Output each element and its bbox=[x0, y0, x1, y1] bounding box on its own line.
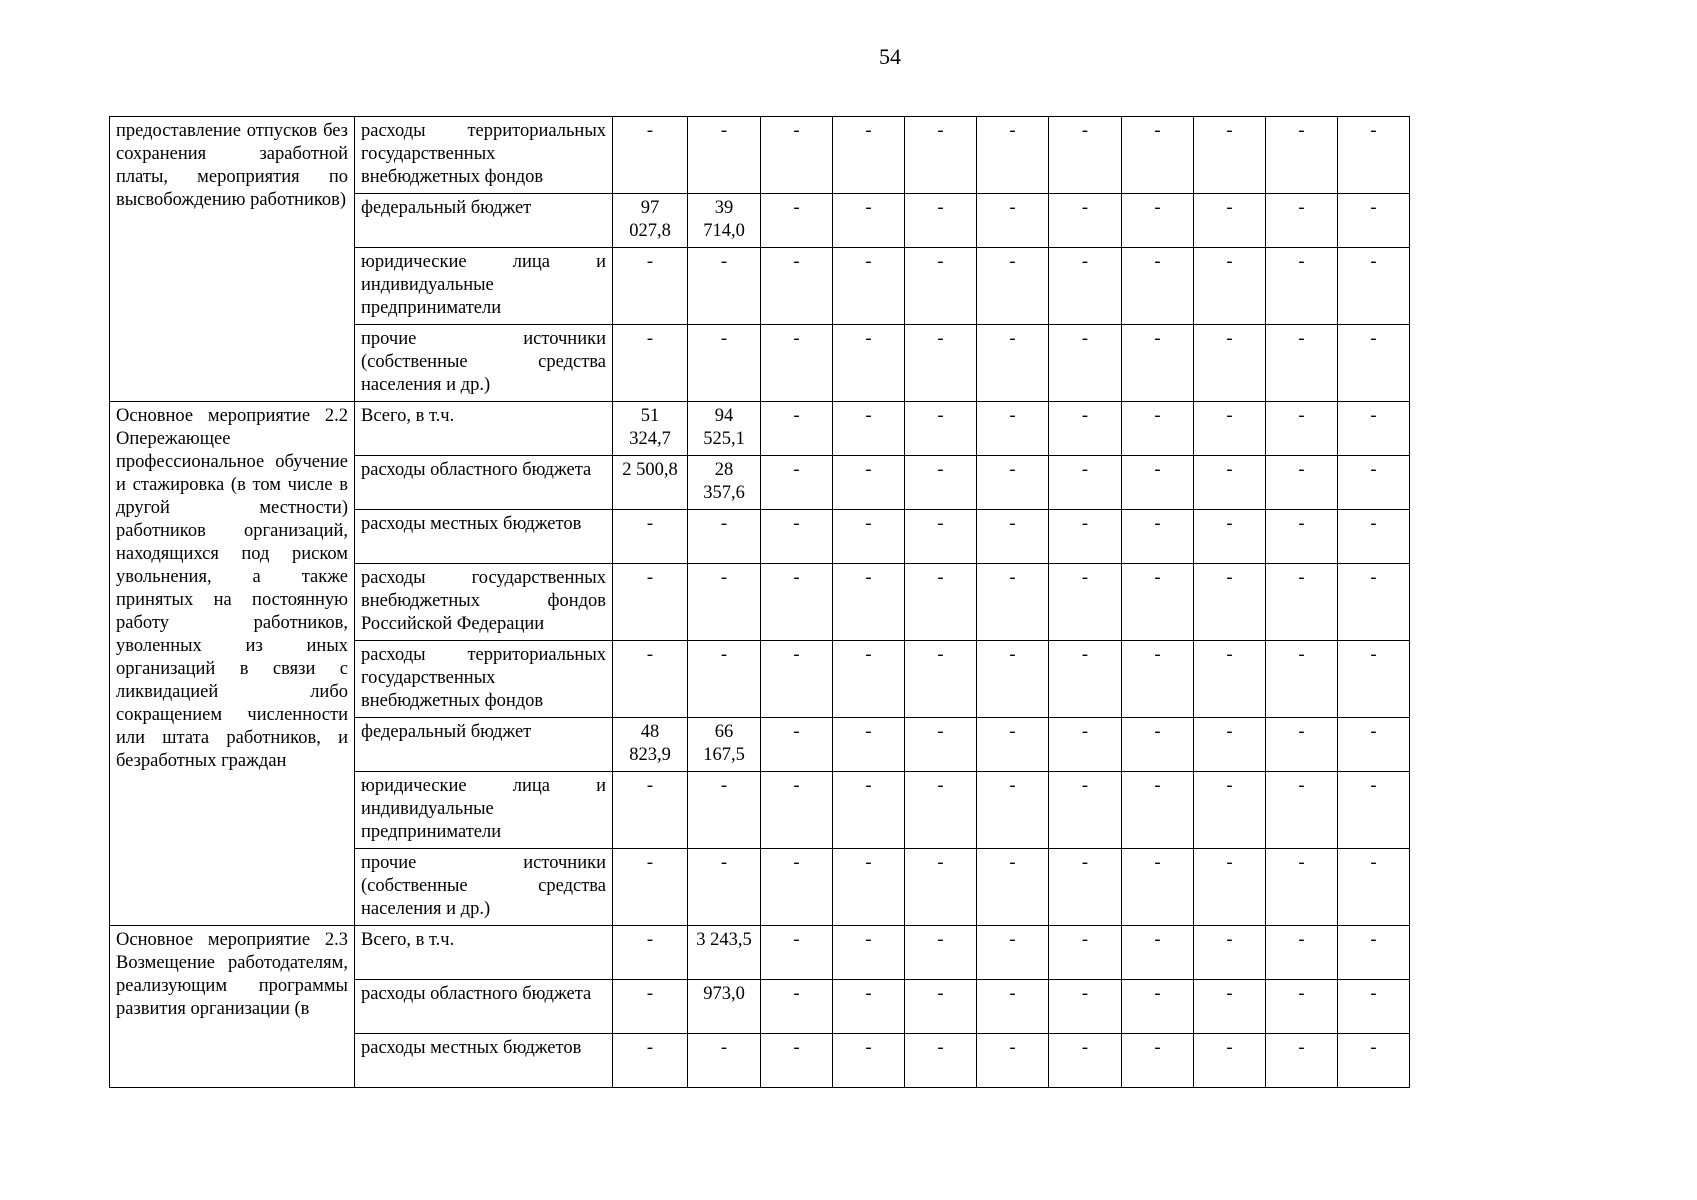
value-cell: - bbox=[833, 980, 905, 1034]
funding-source-cell: расходы местных бюджетов bbox=[355, 510, 613, 564]
budget-table bbox=[109, 116, 1410, 1088]
funding-source-cell: расходы областного бюджета bbox=[355, 456, 613, 510]
value-cell: - bbox=[905, 325, 977, 402]
value-cell: - bbox=[1338, 718, 1410, 772]
value-cell: - bbox=[1049, 402, 1122, 456]
value-cell: - bbox=[1194, 117, 1266, 194]
value-cell: - bbox=[613, 641, 688, 718]
funding-source-cell: юридические лица и индивидуальные предприниматели bbox=[355, 248, 613, 325]
value-cell: - bbox=[1266, 718, 1338, 772]
value-cell: - bbox=[688, 564, 761, 641]
value-cell: - bbox=[613, 117, 688, 194]
value-cell: - bbox=[1049, 849, 1122, 926]
value-cell: - bbox=[1122, 402, 1194, 456]
value-cell: - bbox=[761, 248, 833, 325]
value-cell: - bbox=[1122, 456, 1194, 510]
value-cell: - bbox=[1266, 194, 1338, 248]
value-cell: - bbox=[977, 194, 1049, 248]
funding-source-cell: юридические лица и индивидуальные предприниматели bbox=[355, 772, 613, 849]
value-cell: - bbox=[1049, 926, 1122, 980]
value-cell: - bbox=[761, 325, 833, 402]
value-cell: - bbox=[833, 194, 905, 248]
value-cell: - bbox=[977, 564, 1049, 641]
value-cell: 3 243,5 bbox=[688, 926, 761, 980]
value-cell: - bbox=[613, 849, 688, 926]
value-cell: - bbox=[688, 772, 761, 849]
value-cell: 51 324,7 bbox=[613, 402, 688, 456]
value-cell: - bbox=[1338, 194, 1410, 248]
value-cell: - bbox=[1122, 510, 1194, 564]
value-cell: - bbox=[905, 1034, 977, 1088]
value-cell: - bbox=[688, 510, 761, 564]
value-cell: - bbox=[905, 849, 977, 926]
value-cell: - bbox=[833, 402, 905, 456]
funding-source-cell: расходы территориальных государственных внебюджетных фондов bbox=[355, 641, 613, 718]
value-cell: - bbox=[905, 772, 977, 849]
value-cell: - bbox=[1266, 849, 1338, 926]
value-cell: - bbox=[688, 1034, 761, 1088]
value-cell: - bbox=[761, 402, 833, 456]
value-cell: - bbox=[1049, 456, 1122, 510]
value-cell: 39 714,0 bbox=[688, 194, 761, 248]
value-cell: - bbox=[977, 772, 1049, 849]
value-cell: - bbox=[761, 641, 833, 718]
value-cell: - bbox=[761, 456, 833, 510]
value-cell: - bbox=[1266, 641, 1338, 718]
value-cell: - bbox=[977, 248, 1049, 325]
value-cell: 94 525,1 bbox=[688, 402, 761, 456]
value-cell: - bbox=[905, 117, 977, 194]
value-cell: - bbox=[1338, 926, 1410, 980]
funding-source-cell: расходы областного бюджета bbox=[355, 980, 613, 1034]
value-cell: - bbox=[613, 1034, 688, 1088]
value-cell: - bbox=[833, 641, 905, 718]
funding-source-cell: расходы местных бюджетов bbox=[355, 1034, 613, 1088]
value-cell: - bbox=[905, 641, 977, 718]
funding-source-cell: прочие источники (собственные средства населения и др.) bbox=[355, 849, 613, 926]
value-cell: - bbox=[1194, 926, 1266, 980]
value-cell: - bbox=[977, 456, 1049, 510]
value-cell: - bbox=[905, 564, 977, 641]
value-cell: - bbox=[1122, 117, 1194, 194]
value-cell: - bbox=[1194, 510, 1266, 564]
measure-cell: Основное мероприятие 2.3 Возмещение работодателям, реализующим программы развития организации (в bbox=[110, 926, 355, 1088]
value-cell: - bbox=[1049, 248, 1122, 325]
value-cell: - bbox=[1122, 772, 1194, 849]
value-cell: - bbox=[1338, 248, 1410, 325]
value-cell: - bbox=[905, 248, 977, 325]
value-cell: - bbox=[1122, 325, 1194, 402]
value-cell: - bbox=[1049, 325, 1122, 402]
value-cell: - bbox=[905, 718, 977, 772]
value-cell: - bbox=[613, 564, 688, 641]
value-cell: - bbox=[833, 510, 905, 564]
value-cell: - bbox=[1338, 772, 1410, 849]
value-cell: 973,0 bbox=[688, 980, 761, 1034]
value-cell: - bbox=[1266, 926, 1338, 980]
value-cell: - bbox=[1122, 194, 1194, 248]
value-cell: - bbox=[1194, 641, 1266, 718]
value-cell: - bbox=[613, 248, 688, 325]
funding-source-cell: Всего, в т.ч. bbox=[355, 402, 613, 456]
value-cell: - bbox=[1266, 564, 1338, 641]
value-cell: - bbox=[833, 325, 905, 402]
value-cell: - bbox=[761, 564, 833, 641]
value-cell: 66 167,5 bbox=[688, 718, 761, 772]
value-cell: - bbox=[1194, 772, 1266, 849]
value-cell: - bbox=[977, 980, 1049, 1034]
value-cell: - bbox=[1266, 980, 1338, 1034]
value-cell: - bbox=[1338, 980, 1410, 1034]
value-cell: - bbox=[1338, 641, 1410, 718]
value-cell: 28 357,6 bbox=[688, 456, 761, 510]
value-cell: - bbox=[1266, 248, 1338, 325]
value-cell: - bbox=[833, 849, 905, 926]
value-cell: - bbox=[905, 980, 977, 1034]
measure-cell: предоставление отпусков без сохранения заработной платы, мероприятия по высвобождению работников) bbox=[110, 117, 355, 402]
value-cell: - bbox=[1122, 564, 1194, 641]
value-cell: - bbox=[1194, 718, 1266, 772]
value-cell: - bbox=[1194, 194, 1266, 248]
value-cell: - bbox=[688, 641, 761, 718]
value-cell: - bbox=[977, 402, 1049, 456]
value-cell: - bbox=[833, 456, 905, 510]
value-cell: - bbox=[1194, 456, 1266, 510]
value-cell: - bbox=[905, 456, 977, 510]
value-cell: - bbox=[1194, 564, 1266, 641]
value-cell: - bbox=[1122, 248, 1194, 325]
value-cell: - bbox=[977, 1034, 1049, 1088]
value-cell: - bbox=[761, 980, 833, 1034]
value-cell: - bbox=[1266, 510, 1338, 564]
value-cell: - bbox=[1049, 980, 1122, 1034]
value-cell: - bbox=[1266, 402, 1338, 456]
value-cell: - bbox=[1122, 718, 1194, 772]
funding-source-cell: расходы государственных внебюджетных фондов Российской Федерации bbox=[355, 564, 613, 641]
value-cell: - bbox=[1049, 564, 1122, 641]
value-cell: 2 500,8 bbox=[613, 456, 688, 510]
value-cell: - bbox=[1049, 117, 1122, 194]
value-cell: - bbox=[1194, 849, 1266, 926]
value-cell: - bbox=[1338, 849, 1410, 926]
value-cell: - bbox=[1122, 1034, 1194, 1088]
value-cell: - bbox=[1122, 980, 1194, 1034]
value-cell: - bbox=[1049, 718, 1122, 772]
value-cell: - bbox=[905, 926, 977, 980]
value-cell: - bbox=[833, 248, 905, 325]
value-cell: - bbox=[613, 325, 688, 402]
value-cell: - bbox=[977, 849, 1049, 926]
value-cell: - bbox=[833, 1034, 905, 1088]
value-cell: - bbox=[1266, 456, 1338, 510]
page-number: 54 bbox=[879, 44, 901, 69]
value-cell: - bbox=[1194, 1034, 1266, 1088]
value-cell: - bbox=[613, 926, 688, 980]
funding-source-cell: федеральный бюджет bbox=[355, 194, 613, 248]
value-cell: - bbox=[1266, 325, 1338, 402]
value-cell: - bbox=[761, 926, 833, 980]
value-cell: - bbox=[761, 1034, 833, 1088]
table-row bbox=[110, 117, 1410, 194]
funding-source-cell: расходы территориальных государственных внебюджетных фондов bbox=[355, 117, 613, 194]
value-cell: - bbox=[1266, 772, 1338, 849]
value-cell: - bbox=[833, 772, 905, 849]
value-cell: - bbox=[1266, 1034, 1338, 1088]
value-cell: - bbox=[761, 194, 833, 248]
value-cell: - bbox=[1049, 1034, 1122, 1088]
funding-source-cell: прочие источники (собственные средства населения и др.) bbox=[355, 325, 613, 402]
value-cell: - bbox=[1338, 564, 1410, 641]
value-cell: - bbox=[1194, 402, 1266, 456]
value-cell: - bbox=[977, 510, 1049, 564]
value-cell: - bbox=[1338, 117, 1410, 194]
value-cell: 97 027,8 bbox=[613, 194, 688, 248]
value-cell: - bbox=[1194, 248, 1266, 325]
value-cell: - bbox=[1122, 926, 1194, 980]
value-cell: - bbox=[1338, 510, 1410, 564]
funding-source-cell: Всего, в т.ч. bbox=[355, 926, 613, 980]
measure-cell: Основное мероприятие 2.2 Опережающее профессиональное обучение и стажировка (в том числе в другой местности) работников организаций, находящихся под риском увольнения, а также принятых на постоянную работу работников, уволенных из иных организаций в связи с ликвидацией либо сокращением численности или штата работников, и безработных граждан bbox=[110, 402, 355, 926]
value-cell: - bbox=[688, 325, 761, 402]
value-cell: - bbox=[1049, 510, 1122, 564]
value-cell: - bbox=[977, 117, 1049, 194]
value-cell: - bbox=[905, 194, 977, 248]
table-row bbox=[110, 926, 1410, 980]
value-cell: - bbox=[977, 926, 1049, 980]
value-cell: - bbox=[1338, 402, 1410, 456]
value-cell: - bbox=[1194, 980, 1266, 1034]
value-cell: - bbox=[613, 510, 688, 564]
table-row bbox=[110, 402, 1410, 456]
value-cell: - bbox=[833, 564, 905, 641]
value-cell: - bbox=[761, 849, 833, 926]
value-cell: - bbox=[1049, 772, 1122, 849]
value-cell: - bbox=[977, 325, 1049, 402]
value-cell: - bbox=[977, 718, 1049, 772]
value-cell: - bbox=[1266, 117, 1338, 194]
value-cell: - bbox=[833, 718, 905, 772]
value-cell: - bbox=[761, 772, 833, 849]
value-cell: - bbox=[688, 117, 761, 194]
value-cell: - bbox=[1122, 641, 1194, 718]
value-cell: - bbox=[1122, 849, 1194, 926]
value-cell: - bbox=[761, 510, 833, 564]
value-cell: - bbox=[1338, 456, 1410, 510]
value-cell: - bbox=[833, 926, 905, 980]
value-cell: - bbox=[1049, 194, 1122, 248]
value-cell: 48 823,9 bbox=[613, 718, 688, 772]
value-cell: - bbox=[1338, 325, 1410, 402]
value-cell: - bbox=[613, 772, 688, 849]
value-cell: - bbox=[977, 641, 1049, 718]
value-cell: - bbox=[761, 117, 833, 194]
value-cell: - bbox=[905, 402, 977, 456]
value-cell: - bbox=[1194, 325, 1266, 402]
value-cell: - bbox=[761, 718, 833, 772]
value-cell: - bbox=[1338, 1034, 1410, 1088]
funding-source-cell: федеральный бюджет bbox=[355, 718, 613, 772]
value-cell: - bbox=[905, 510, 977, 564]
value-cell: - bbox=[833, 117, 905, 194]
value-cell: - bbox=[1049, 641, 1122, 718]
table-body bbox=[110, 117, 1410, 1088]
value-cell: - bbox=[688, 849, 761, 926]
value-cell: - bbox=[613, 980, 688, 1034]
value-cell: - bbox=[688, 248, 761, 325]
